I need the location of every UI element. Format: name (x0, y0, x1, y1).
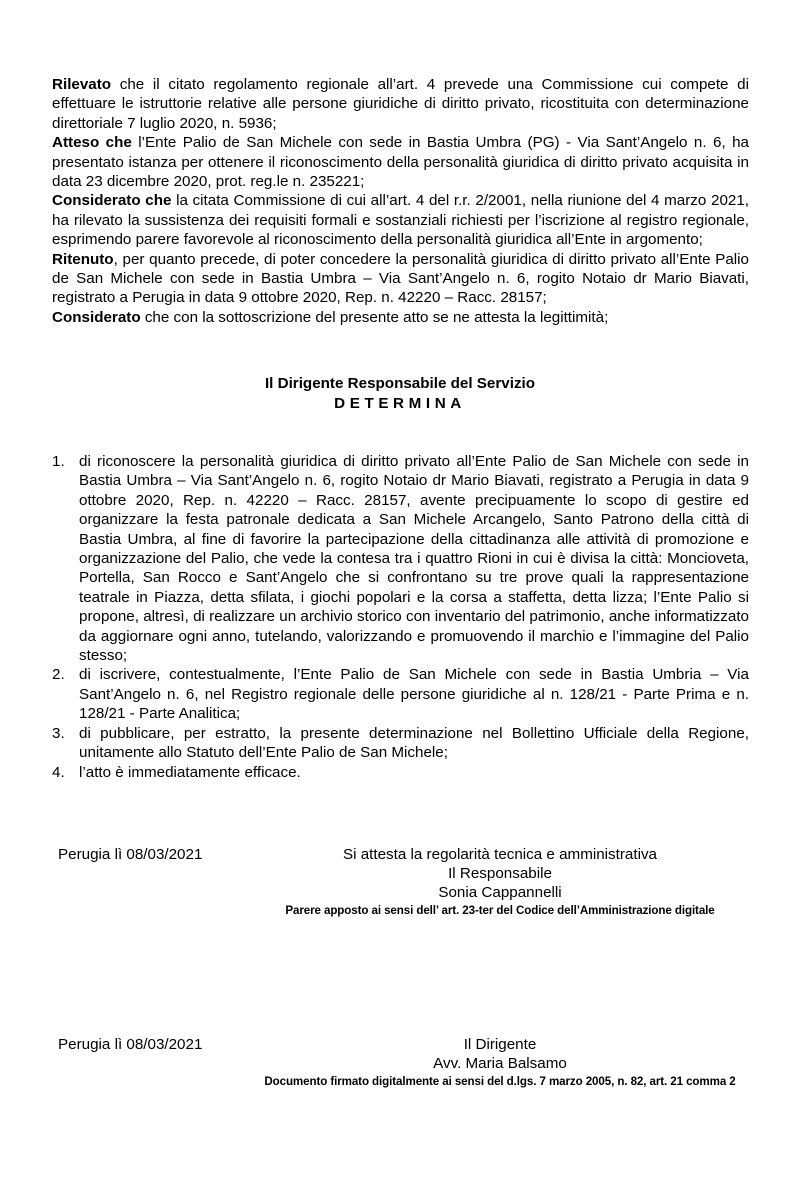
list-item (52, 452, 749, 665)
premises-section (52, 75, 749, 327)
premise-paragraph (52, 250, 749, 308)
item-text: l’atto è immediatamente efficace. (79, 763, 301, 781)
item-number: 1. (52, 453, 65, 470)
premise-label: Atteso che (52, 134, 132, 152)
premise-label: Ritenuto (52, 250, 114, 268)
legal-note: Documento firmato digitalmente ai sensi del d.lgs. 7 marzo 2005, n. 82, art. 21 comma 2 (264, 1075, 736, 1088)
item-number: 3. (52, 724, 65, 742)
heading-determina: DETERMINA (334, 395, 466, 412)
attestation-text: Si attesta la regolarità tecnica e amministrativa (342, 846, 657, 863)
signer-role: Il Responsabile (448, 865, 552, 882)
signer-name: Sonia Cappannelli (438, 884, 562, 901)
premise-text: che il citato regolamento regionale all’art. 4 prevede una Commissione cui compete di effettuare le istruttorie relative alle persone giuridiche di diritto privato, ricostituita con determinazione direttoriale 7 luglio 2020, n. 5936; (52, 76, 749, 132)
list-item (52, 763, 749, 782)
item-text: di pubblicare, per estratto, la presente determinazione nel Bollettino Ufficiale della Regione, unitamente allo Statuto dell’Ente Palio de San Michele; (79, 724, 749, 762)
premise-paragraph (52, 133, 749, 191)
list-item (52, 724, 749, 763)
premise-label: Considerato (52, 308, 141, 326)
attestation-block (255, 845, 745, 919)
signer-name: Avv. Maria Balsamo (433, 1055, 567, 1072)
premise-text: l’Ente Palio de San Michele con sede in Bastia Umbra (PG) - Via Sant’Angelo n. 6, ha presentato istanza per ottenere il riconoscimento della personalità giuridica di diritto privato acquisita in data 23 dicembre 2020, prot. reg.le n. 235221; (52, 134, 749, 191)
premise-label: Considerato che (52, 192, 172, 210)
determination-items (52, 452, 749, 782)
place-date: Perugia lì 08/03/2021 (58, 846, 203, 863)
premise-label: Rilevato (52, 76, 112, 93)
item-text: di riconoscere la personalità giuridica di diritto privato all’Ente Palio de San Michele con sede in Bastia Umbra – Via Sant’Angelo n. 6, rogito Notaio dr Mario Biavati, registrato a Perugia in data 9 ottobre 2020, Rep. n. 42220 – Racc. 28157, avente precipuamente lo scopo di gestire ed organizzare la festa patronale dedicata a San Michele Arcangelo, Santo Patrono della città di Bastia Umbra, al fine di favorire la partecipazione della cittadinanza alle attività di promozione e organizzazione del Palio, che vede la contesa tra i quattro Rioni in cui è divisa la città: Moncioveta, Portella, San Rocco e Sant’Angelo che si confrontano su tre prove quali la rappresentazione teatrale in Piazza, detta sfilata, i giochi popolari e la corsa a staffetta, detta lizza; l’Ente Palio si propone, altresì, di realizzare un archivio storico con inventario del patrimonio, anche informatizzato da aggiornare ogni anno, tutelando, valorizzando e promuovendo il marchio e l’immagine del Palio stesso; (79, 453, 749, 665)
legal-note: Parere apposto ai sensi dell’ art. 23-ter del Codice dell’Amministrazione digitale (285, 904, 715, 917)
item-number: 4. (52, 763, 65, 781)
premise-paragraph (52, 191, 749, 249)
place-date: Perugia lì 08/03/2021 (58, 1036, 203, 1053)
premise-text: , per quanto precede, di poter concedere la personalità giuridica di diritto privato all’Ente Palio de San Michele con sede in Bastia Umbra – Via Sant’Angelo n. 6, rogito Notaio dr Mario Biavati, registrato a Perugia in data 9 ottobre 2020, Rep. n. 42220 – Racc. 28157; (52, 250, 749, 307)
signer-block (255, 1035, 745, 1090)
premise-text: che con la sottoscrizione del presente atto se ne attesta la legittimità; (140, 308, 609, 326)
item-number: 2. (52, 666, 65, 684)
premise-text: la citata Commissione di cui all’art. 4 del r.r. 2/2001, nella riunione del 4 marzo 2021, ha rilevato la sussistenza dei requisiti formali e sostanziali richiesti per l’iscrizione al registro regionale, esprimendo parere favorevole al riconoscimento della personalità giuridica all’Ente in argomento; (52, 192, 749, 249)
premise-paragraph (52, 308, 749, 327)
signer-role: Il Dirigente (463, 1036, 537, 1053)
list-item (52, 665, 749, 723)
premise-paragraph (52, 75, 749, 133)
heading-authority: Il Dirigente Responsabile del Servizio (264, 375, 536, 392)
item-text: di iscrivere, contestualmente, l’Ente Palio de San Michele con sede in Bastia Umbria – Via Sant’Angelo n. 6, nel Registro regionale delle persone giuridiche al n. 128/21 - Parte Prima e n. 128/21 - Parte Analitica; (79, 666, 749, 723)
